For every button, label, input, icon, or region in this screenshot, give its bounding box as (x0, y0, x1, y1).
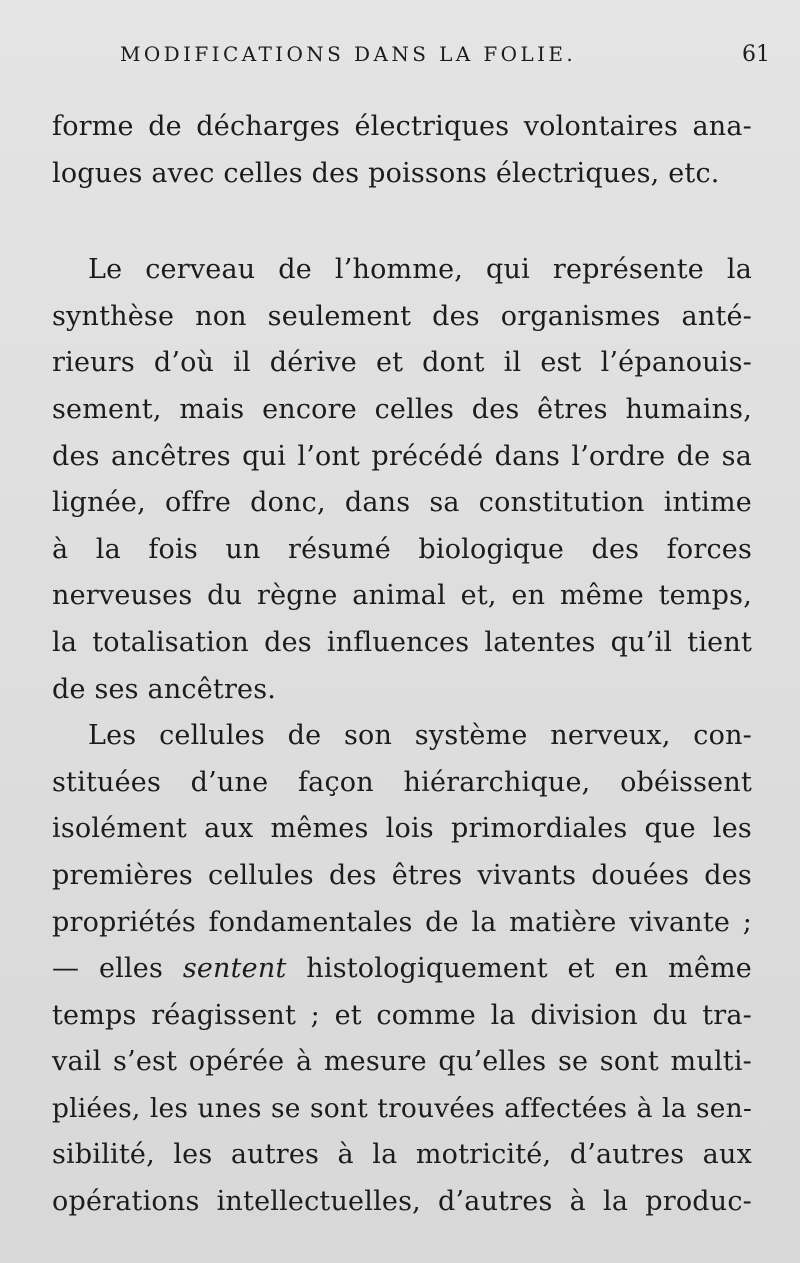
text-line: à la fois un résumé biologique des forces (52, 533, 752, 565)
paragraph-1 (52, 104, 752, 197)
text-line: propriétés fondamentales de la matière vivante ; (52, 906, 752, 938)
text-line: des ancêtres qui l’ont précédé dans l’ordre de sa (52, 440, 752, 472)
text-line: sement, mais encore celles des êtres humains, (52, 393, 752, 425)
text-line: sibilité, les autres à la motricité, d’autres aux (52, 1139, 752, 1171)
text-line: premières cellules des êtres vivants douées des (52, 859, 752, 891)
paragraph-3 (52, 713, 752, 1226)
text-line: stituées d’une façon hiérarchique, obéissent (52, 766, 752, 798)
text-line: nerveuses du règne animal et, en même temps, (52, 580, 752, 612)
page-header (120, 42, 770, 76)
text-line: rieurs d’où il dérive et dont il est l’épanouis- (52, 347, 752, 379)
paragraph-gap (52, 197, 752, 247)
text-line: opérations intellectuelles, d’autres à la produc- (52, 1186, 752, 1218)
page-number: 61 (742, 42, 770, 67)
body-text (52, 104, 752, 1226)
text-segment: histologiquement et en même (286, 953, 752, 985)
text-line: vail s’est opérée à mesure qu’elles se sont multi- (52, 1046, 752, 1078)
text-line: synthèse non seulement des organismes anté- (52, 300, 752, 332)
running-head: MODIFICATIONS DANS LA FOLIE. (120, 42, 577, 66)
text-line: Le cerveau de l’homme, qui représente la (88, 254, 752, 286)
text-line: pliées, les unes se sont trouvées affectées à la sen- (52, 1092, 752, 1124)
text-segment: — elles (52, 953, 183, 985)
text-line: la totalisation des influences latentes qu’il tient (52, 626, 752, 658)
text-line: logues avec celles des poissons électriques, etc. (52, 157, 720, 189)
text-line-with-emphasis (52, 946, 752, 993)
text-line: temps réagissent ; et comme la division du tra- (52, 999, 752, 1031)
emphasized-word: sentent (182, 953, 287, 985)
paragraph-2 (52, 247, 752, 713)
text-line: Les cellules de son système nerveux, con- (88, 720, 752, 752)
text-line: de ses ancêtres. (52, 673, 277, 705)
text-line: forme de décharges électriques volontaires ana- (52, 111, 752, 142)
text-line: lignée, offre donc, dans sa constitution intime (52, 487, 752, 519)
text-line: isolément aux mêmes lois primordiales que les (52, 813, 752, 845)
